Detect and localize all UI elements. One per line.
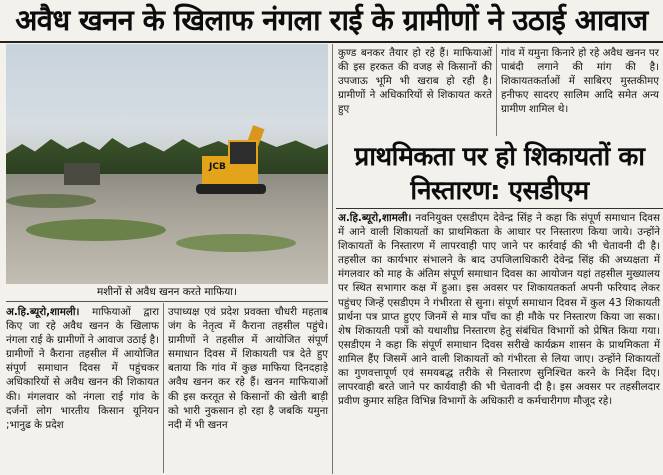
right-story-headline: प्राथमिकता पर हो शिकायतों का निस्तारण: एसडीएम: [354, 142, 645, 206]
right-story-rule: [336, 208, 663, 209]
grass-patch: [176, 234, 296, 252]
column-divider: [332, 44, 333, 474]
left-story-col1-text: माफियाओं द्वारा किए जा रहे अवैध खनन के खिलाफ नंगला राई के ग्रामीणों ने आवाज उठाई है। ग्रामीणों ने कैराना तहसील में आयोजित संपूर्ण समाधान दिवस में पहुंचकर अधिकारियों से अवैध खनन की शिकायत की। मंगलवार को नंगला राई गांव के दर्जनों लोग भारतीय किसान यूनियन ;भानुढ के प्रदेश: [6, 306, 159, 431]
top-middle-column: कुण्ड बनकर तैयार हो रहे हैं। माफियाओं की इस हरकत की वजह से किसानों की उपजाऊ भूमि भी खराब हो रही है। ग्रामीणों ने अधिकारियों से शिकायत करते हुए: [338, 47, 492, 116]
top-right-column: गांव में यमुना किनारे हो रहे अवैध खनन पर पाबंदी लगाने की मांग की है। शिकायतकर्ताओं में साबिरए मुस्तकीमए हनीफए सादरए सालिम आदि समेत अन्य ग्रामीण शामिल थे।: [501, 47, 659, 116]
tree-line: [6, 124, 328, 174]
main-headline: अवैध खनन के खिलाफ नंगला राई के ग्रामीणों ने उठाई आवाज: [15, 3, 648, 37]
headline-rule: [0, 41, 663, 43]
photo-caption: मशीनों से अवैध खनन करते माफिया।: [6, 284, 328, 300]
left-story-col1: [6, 305, 159, 432]
truck: [64, 163, 100, 185]
news-photo: [6, 44, 328, 284]
left-story-byline: अ.हि.ब्यूरो,शामली।: [6, 306, 80, 318]
column-divider: [163, 303, 164, 473]
excavator-cab: [228, 140, 258, 166]
right-story-byline: अ.हि.ब्यूरो,शामली।: [338, 212, 412, 224]
right-story-body: [338, 211, 660, 408]
excavator-track: [196, 184, 266, 194]
grass-patch: [6, 194, 96, 208]
grass-patch: [26, 219, 166, 241]
caption-rule: [6, 301, 328, 302]
jcb-logo: JCB: [209, 162, 226, 172]
right-story-text: नवनियुक्त एसडीएम देवेन्द्र सिंह ने कहा कि संपूर्ण समाधान दिवस में आने वाली शिकायतों का प्राथमिकता के आधार पर निस्तारण किया जाये। उन्होंने शिकायतों के निस्तारण में लापरवाही पाए जाने पर कार्रवाई की भी चेतावनी दी है। तहसील का कार्यभार संभालने के बाद उपजिलाधिकारी देवेन्द्र सिंह की अध्यक्षता में मंगलवार को माह के अंतिम संपूर्ण समाधान दिवस का आयोजन यहां तहसील मुख्यालय पर स्थित सभागार कक्ष में हुआ। इस अवसर पर शिकायतकर्ता अपनी फरियाद लेकर पहुंचए जिन्हें एसडीएम ने गंभीरता से सुना। संपूर्ण समाधान दिवस में कुल 43 शिकायती प्रार्थना पत्र प्राप्त हुएए जिनमें से मात्र पाँच का ही मौके पर निस्तारण किया जा सका। शेष शिकायती पत्रों को यथाशीघ्र निस्तारण हेतु संबंधित विभागों को प्रेषित किया गया। एसडीएम ने कहा कि संपूर्ण समाधान दिवस सरीखे कार्यक्रम शासन के प्राथमिकता में शामिल हैंए जिसमें आने वाली शिकायतों को गंभीरता से लिया जाए। उन्होंने शिकायतों का गुणवत्तापूर्ण एवं समयबद्ध तरीके से निस्तारण सुनिश्चित करने के निर्देश दिए। लापरवाही बरते जाने पर कार्यवाही की भी चेतावनी दी है। इस अवसर पर तहसीलदार प्रवीण कुमार सहित विभिन्न विभागों के अधिकारी व कर्मचारीगण मौजूद रहे।: [338, 212, 660, 408]
left-story-col2: उपाध्यक्ष एवं प्रदेश प्रवक्ता चौधरी महताब जंग के नेतृत्व में कैराना तहसील पहुंचे। ग्रामीणों ने तहसील में आयोजित संपूर्ण समाधान दिवस में शिकायती पत्र देते हुए बताया कि गांव में कुछ माफिया दिनदहाड़े अवैध खनन कर रहे हैं। खनन माफियाओं की इस करतूत से किसानों की खेती बाड़ी को भारी नुकसान हो रहा है जबकि यमुना नदी में भी खनन: [168, 306, 328, 431]
column-divider: [496, 44, 497, 136]
